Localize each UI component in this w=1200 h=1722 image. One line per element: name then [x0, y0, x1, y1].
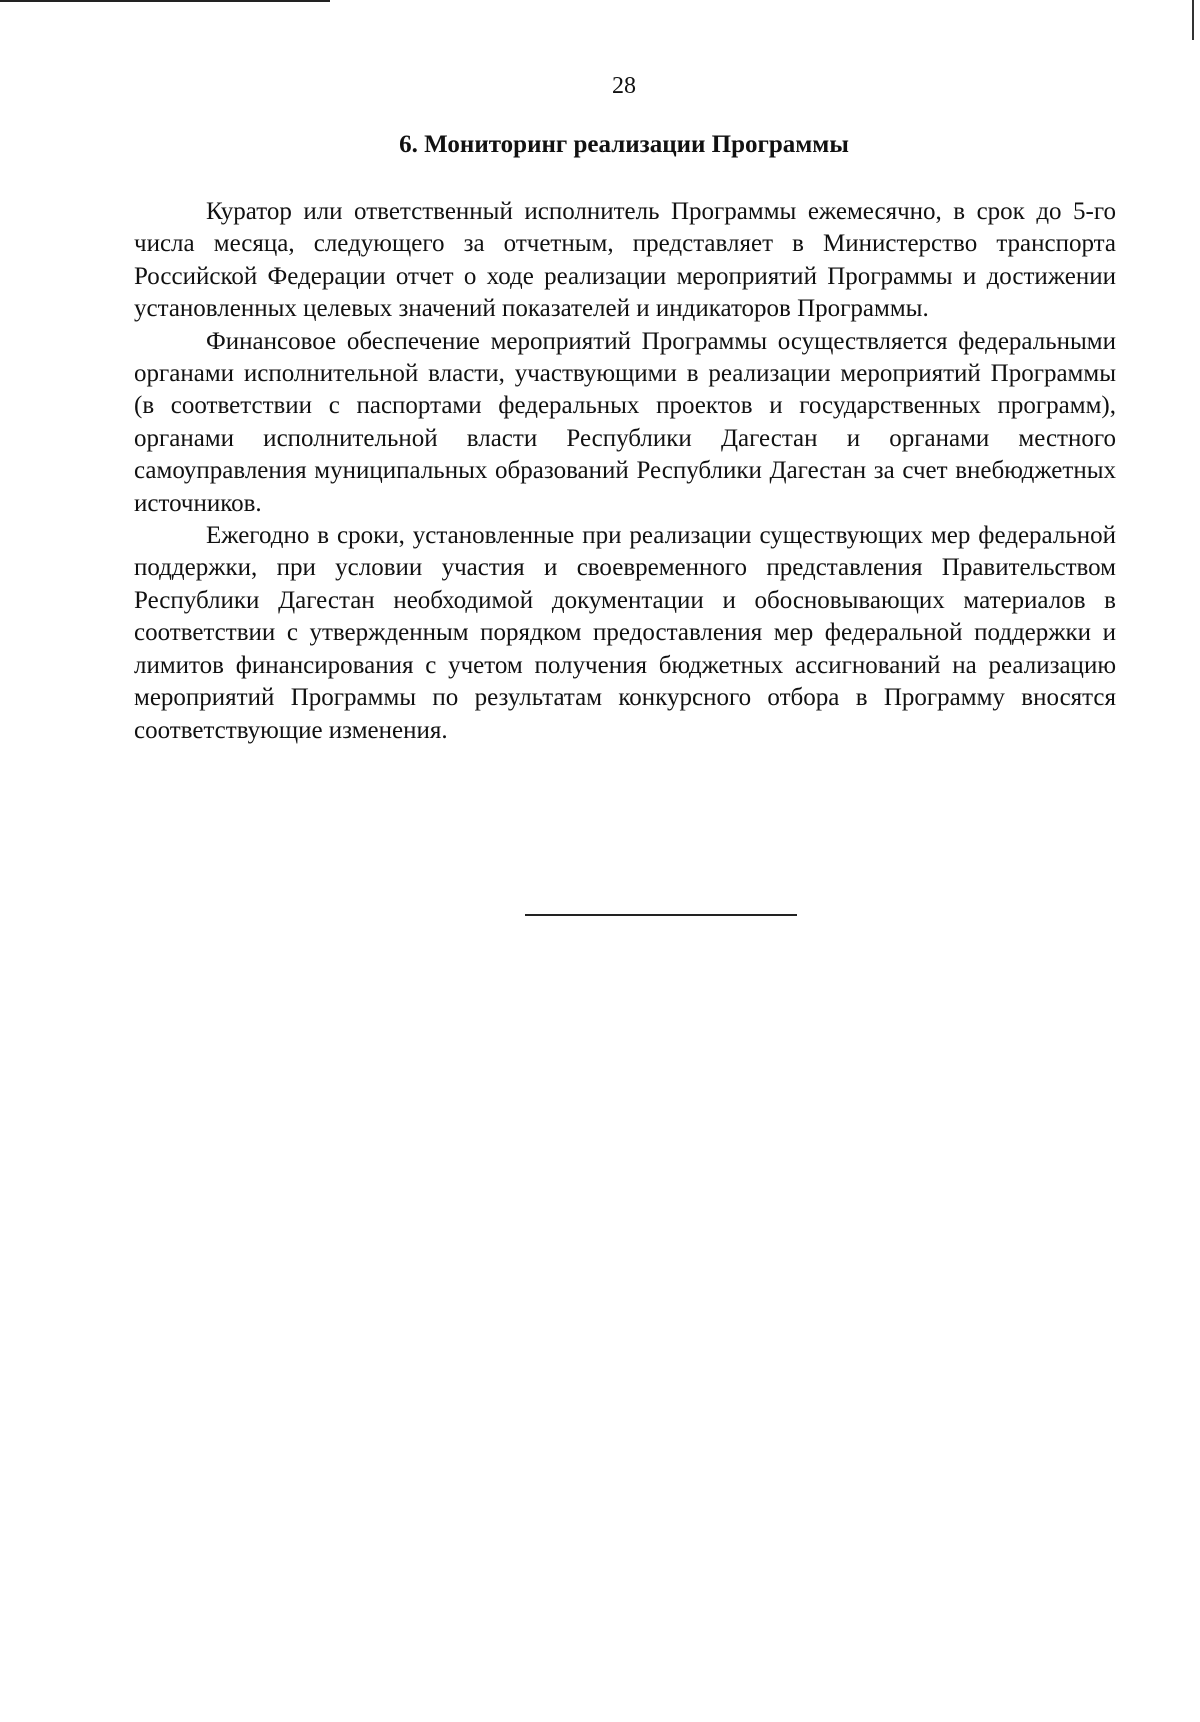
section-title: 6. Мониторинг реализации Программы [399, 131, 849, 158]
body-text [134, 196, 1116, 747]
scan-edge-right [1192, 0, 1194, 40]
paragraph-3: Ежегодно в сроки, установленные при реализации существующих мер федеральной поддержки, при условии участия и своевременного представления Правительством Республики Дагестан необходимой документации и обосновывающих материалов в соответствии с утвержденным порядком предоставления мер федеральной поддержки и лимитов финансирования с учетом получения бюджетных ассигнований на реализацию мероприятий Программы по результатам конкурсного отбора в Программу вносятся соответствующие изменения. [134, 522, 1116, 744]
page-number: 28 [612, 73, 636, 99]
scan-edge-top [0, 0, 330, 2]
end-of-section-rule [525, 914, 797, 916]
paragraph-1: Куратор или ответственный исполнитель Программы ежемесячно, в срок до 5-го числа месяца, следующего за отчетным, представляет в Министерство транспорта Российской Федерации отчет о ходе реализации мероприятий Программы и достижении установленных целевых значений показателей и индикаторов Программы. [134, 198, 1116, 323]
paragraph-2: Финансовое обеспечение мероприятий Программы осуществляется федеральными органами исполнительной власти, участвующими в реализации мероприятий Программы (в соответствии с паспортами федеральных проектов и государственных программ), органами исполнительной власти Республики Дагестан и органами местного самоуправления муниципальных образований Республики Дагестан за счет внебюджетных источников. [134, 327, 1116, 517]
